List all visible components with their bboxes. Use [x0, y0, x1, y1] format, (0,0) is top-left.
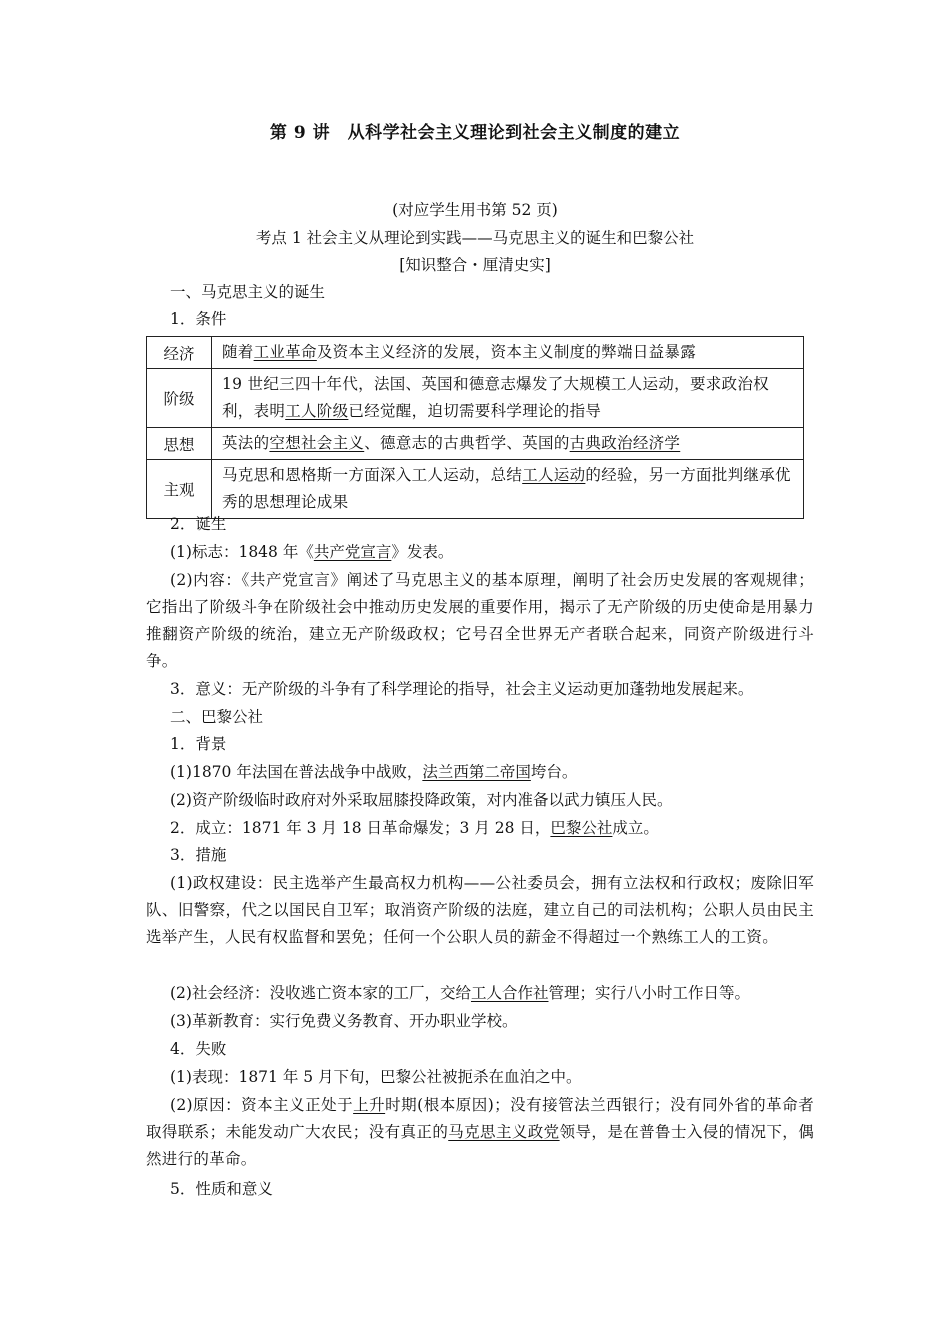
book-reference: (对应学生用书第 52 页)	[392, 201, 558, 219]
failure-manifestation: (1)表现：1871 年 5 月下旬，巴黎公社被扼杀在血泊之中。	[170, 1068, 582, 1086]
measure-economic: (2)社会经济：没收逃亡资本家的工厂，交给工人合作社管理；实行八小时工作日等。	[170, 984, 750, 1002]
row-value-subjective: 马克思和恩格斯一方面深入工人运动，总结工人运动的经验，另一方面批判继承优秀的思想理论成果	[212, 460, 804, 519]
table-row	[147, 460, 804, 519]
measure-political: (1)政权建设：民主选举产生最高权力机构——公社委员会，拥有立法权和行政权；废除旧军队、旧警察，代之以国民自卫军；取消资产阶级的法庭，建立自己的司法机构；公职人员由民主选举产生，人民有权监督和罢免；任何一个公职人员的薪金不得超过一个熟练工人的工资。	[146, 874, 814, 946]
measure-education: (3)革新教育：实行免费义务教育、开办职业学校。	[170, 1012, 518, 1030]
page-title: 第 9 讲 从科学社会主义理论到社会主义制度的建立	[269, 123, 681, 143]
birth-content: (2)内容：《共产党宣言》阐述了马克思主义的基本原理，阐明了社会历史发展的客观规律；它指出了阶级斗争在阶级社会中推动历史发展的重要作用，揭示了无产阶级的历史使命是用暴力推翻资产阶级的统治，建立无产阶级政权；它号召全世界无产者联合起来，同资产阶级进行斗争。	[146, 571, 814, 670]
heading-birth: 2．诞生	[170, 515, 227, 533]
birth-marker: (1)标志：1848 年《共产党宣言》发表。	[170, 543, 454, 561]
row-key-economy: 经济	[147, 337, 212, 369]
background-1: (1)1870 年法国在普法战争中战败，法兰西第二帝国垮台。	[170, 763, 578, 781]
heading-conditions: 1．条件	[170, 310, 227, 328]
topic-heading: 考点 1 社会主义从理论到实践——马克思主义的诞生和巴黎公社	[255, 229, 695, 247]
row-key-thought: 思想	[147, 428, 212, 460]
heading-nature-significance: 5．性质和意义	[170, 1180, 273, 1198]
conditions-table	[146, 336, 804, 519]
marxism-significance: 3．意义：无产阶级的斗争有了科学理论的指导，社会主义运动更加蓬勃地发展起来。	[170, 680, 754, 698]
establishment: 2．成立：1871 年 3 月 18 日革命爆发；3 月 28 日，巴黎公社成立。	[170, 819, 659, 837]
row-key-subjective: 主观	[147, 460, 212, 519]
failure-reasons: (2)原因：资本主义正处于上升时期(根本原因)；没有接管法兰西银行；没有同外省的革命者取得联系；未能发动广大农民；没有真正的马克思主义政党领导，是在普鲁士入侵的情况下，偶然进行的革命。	[146, 1096, 814, 1168]
row-key-class: 阶级	[147, 369, 212, 428]
table-row	[147, 369, 804, 428]
background-2: (2)资产阶级临时政府对外采取屈膝投降政策，对内准备以武力镇压人民。	[170, 791, 673, 809]
heading-failure: 4．失败	[170, 1040, 227, 1058]
row-value-economy: 随着工业革命及资本主义经济的发展，资本主义制度的弊端日益暴露	[212, 337, 804, 369]
heading-background: 1．背景	[170, 735, 227, 753]
section-heading-marxism: 一、马克思主义的诞生	[170, 283, 326, 301]
section-subtitle: [知识整合・厘清史实]	[399, 256, 551, 274]
table-row	[147, 337, 804, 369]
row-value-thought: 英法的空想社会主义、德意志的古典哲学、英国的古典政治经济学	[212, 428, 804, 460]
table-row	[147, 428, 804, 460]
row-value-class: 19 世纪三四十年代，法国、英国和德意志爆发了大规模工人运动，要求政治权利，表明工人阶级已经觉醒，迫切需要科学理论的指导	[212, 369, 804, 428]
heading-measures: 3．措施	[170, 846, 227, 864]
section-heading-paris-commune: 二、巴黎公社	[170, 708, 264, 726]
